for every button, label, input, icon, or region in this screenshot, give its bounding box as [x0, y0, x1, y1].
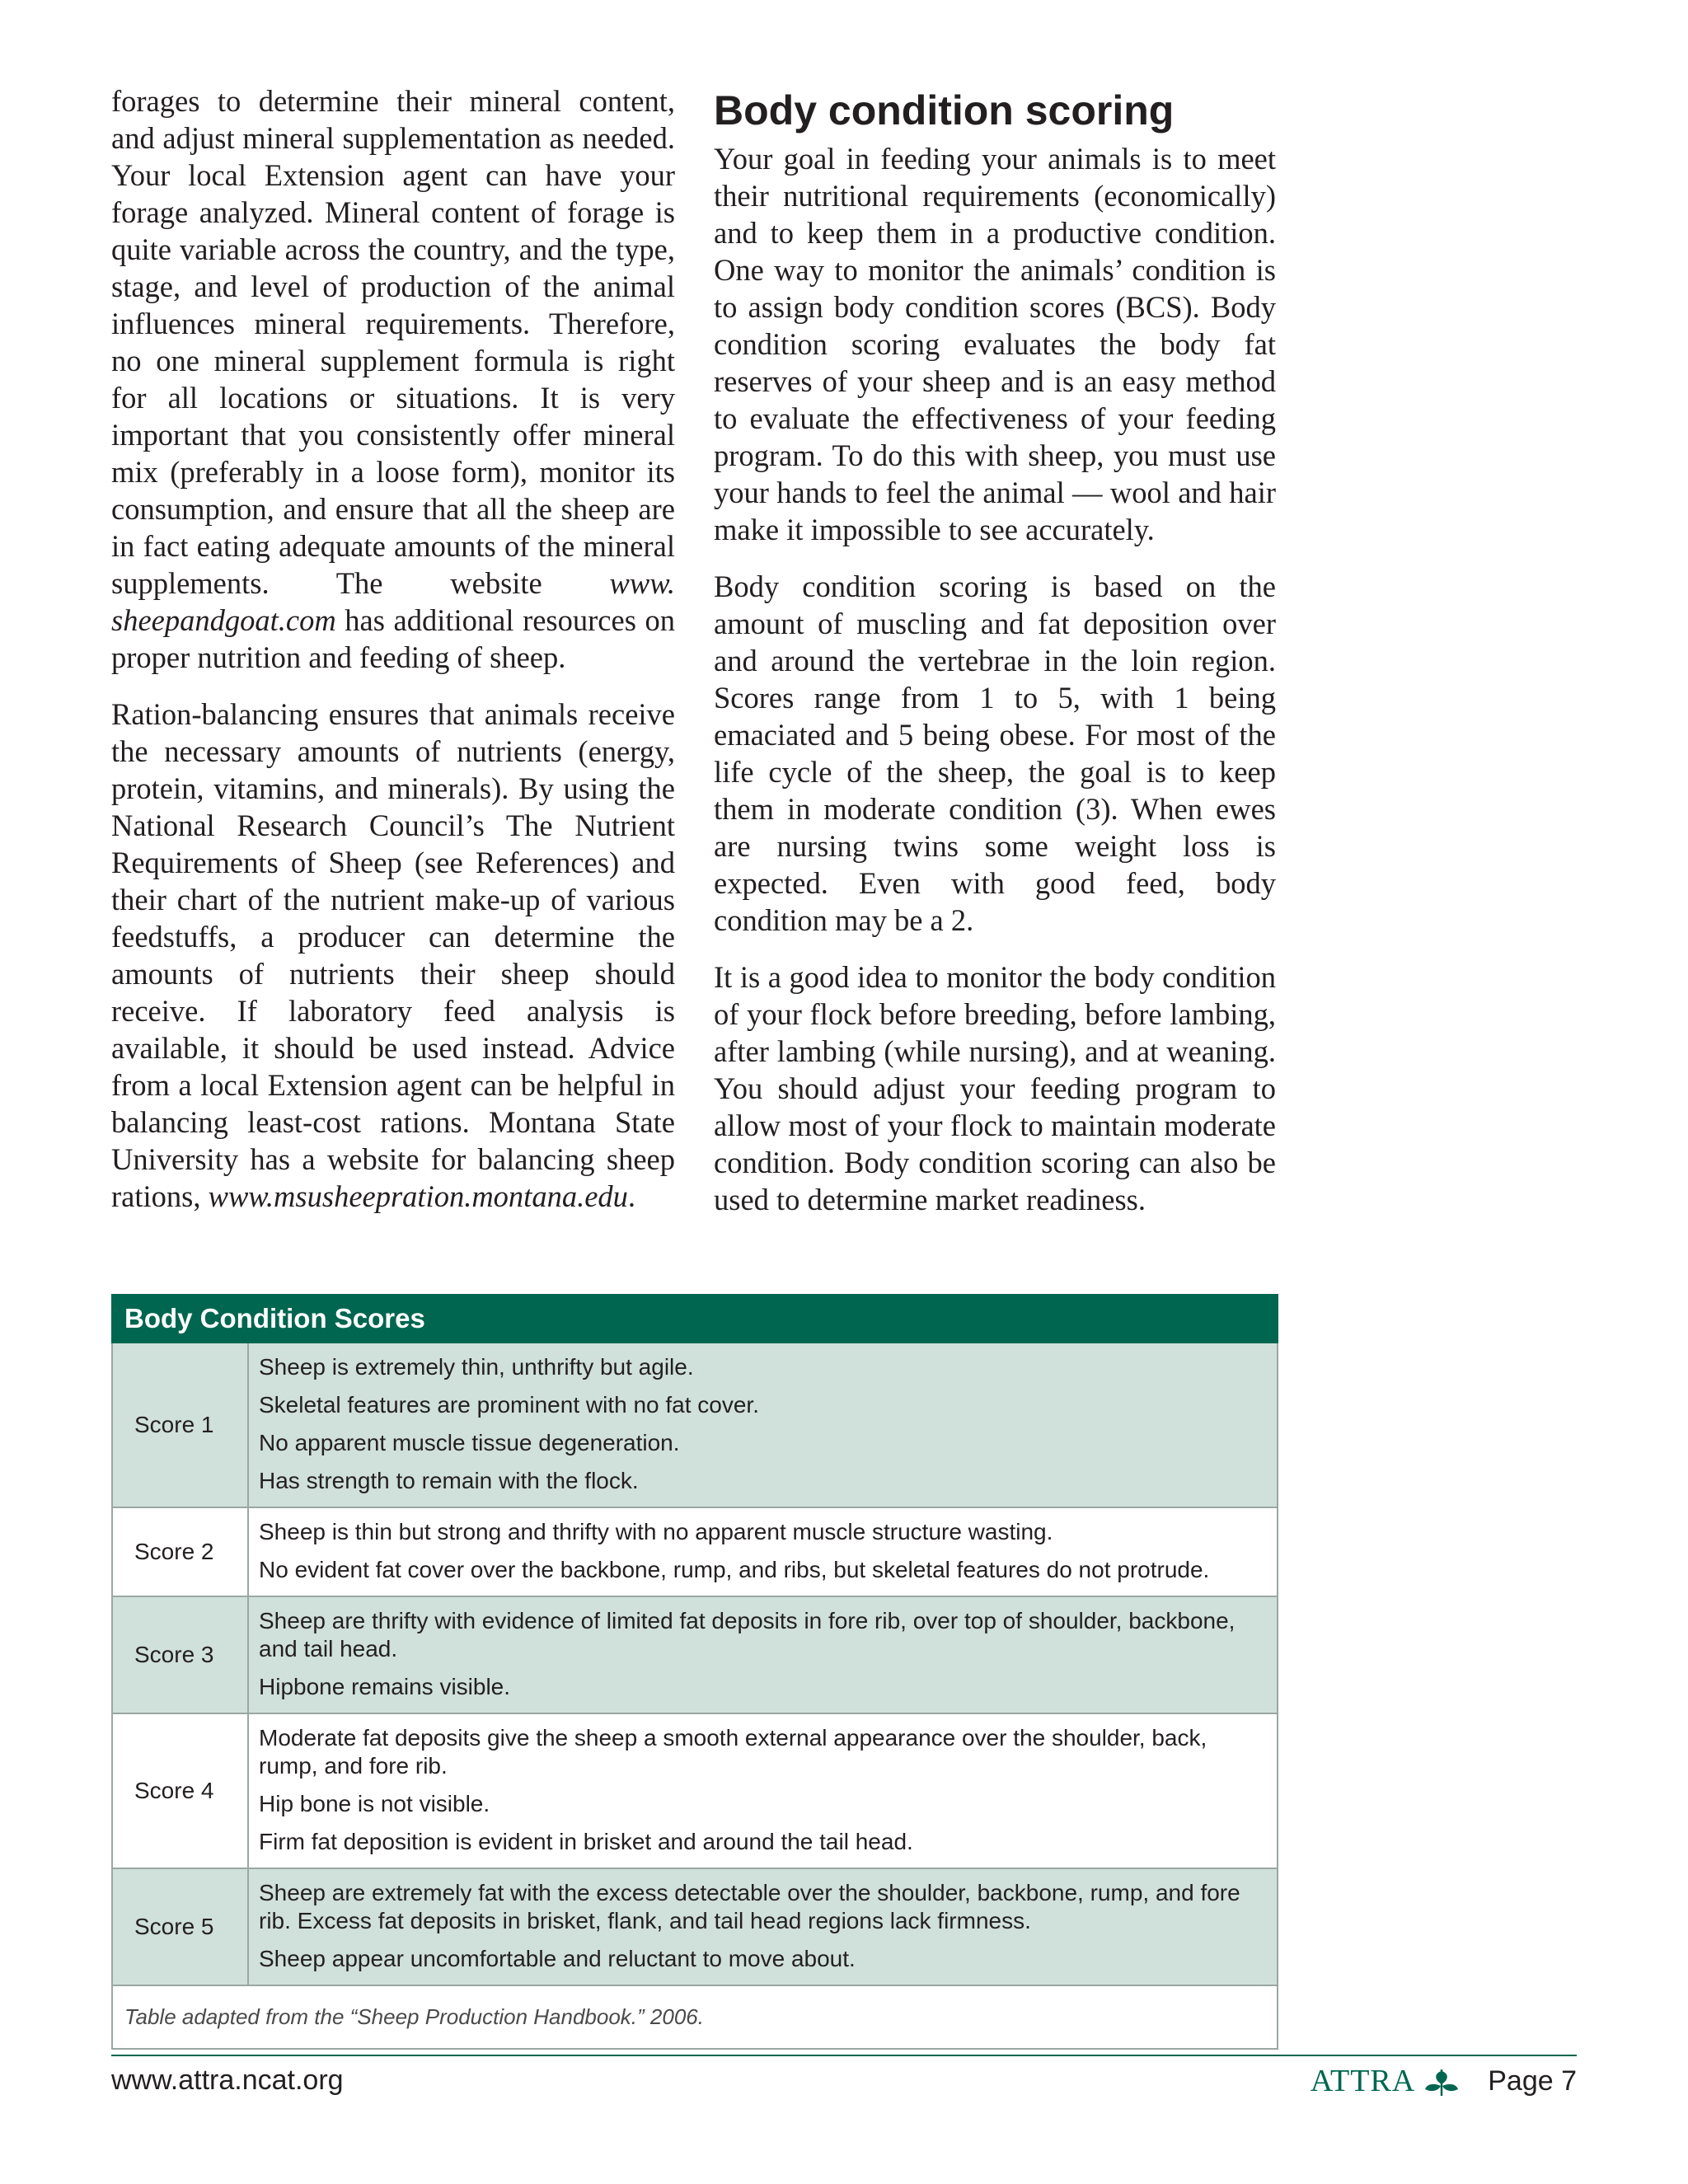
- description-line: Sheep is thin but strong and thrifty with no apparent muscle structure wasting.: [259, 1519, 1053, 1544]
- description-line: Hip bone is not visible.: [259, 1791, 490, 1816]
- link-sheepandgoat[interactable]: www.​sheepandgoat.com: [111, 566, 675, 637]
- description-line: Moderate fat deposits give the sheep a smooth external appearance over the shoulder, back, rump, and fore rib.: [259, 1725, 1207, 1779]
- paragraph-ration-balancing: Ration-balancing ensures that animals receive the necessary amounts of nutrients (energy, protein, vitamins, and minerals). By using the National Research Council’s The Nutrient Requirements of Sheep (see References) and their chart of the nutrient make-up of various feedstuffs, a producer can determine the amounts of nutrients their sheep should receive. If laboratory feed analysis is available, it should be used instead. Advice from a local Extension agent can be helpful in balancing least-cost rations. Montana State University has a website for balancing sheep rations, www.msusheepra​tion.montana.edu.: [111, 697, 675, 1213]
- description-line: No apparent muscle tissue degeneration.: [259, 1430, 680, 1455]
- table-header-row: [112, 1295, 1278, 1343]
- page-number: Page 7: [1488, 2064, 1577, 2097]
- footer-divider: [111, 2055, 1577, 2056]
- section-heading: Body condition scoring: [714, 87, 1175, 134]
- description-line: Has strength to remain with the flock.: [259, 1468, 639, 1493]
- description-line: Sheep is extremely thin, unthrifty but agile.: [259, 1354, 694, 1380]
- leaf-icon: [1423, 2064, 1460, 2097]
- table-source-note: Table adapted from the “Sheep Production Handbook.” 2006.: [112, 1985, 1278, 2049]
- score-label: Score 3: [112, 1596, 248, 1713]
- score-description: [248, 1868, 1278, 1985]
- score-label: Score 4: [112, 1713, 248, 1868]
- description-line: Sheep appear uncomfortable and reluctant to move about.: [259, 1946, 856, 1971]
- description-line: Sheep are thrifty with evidence of limited fat deposits in fore rib, over top of shoulder, backbone, and tail head.: [259, 1608, 1236, 1661]
- paragraph-bcs-goal: Your goal in feeding your animals is to meet their nutritional requirements (economically) and to keep them in a productive condition. One way to monitor the animals’ condition is to assign body condition scores (BCS). Body condition scoring evaluates the body fat reserves of your sheep and is an easy method to evaluate the effectiveness of your feeding program. To do this with sheep, you must use your hands to feel the animal — wool and hair make it impossible to see accurately.: [714, 142, 1276, 546]
- description-line: Sheep are extremely fat with the excess detectable over the shoulder, backbone, rump, and fore rib. Excess fat deposits in brisket, flank, and tail head regions lack firmness.: [259, 1880, 1240, 1933]
- score-label: Score 5: [112, 1868, 248, 1985]
- paragraph-bcs-monitor: It is a good idea to monitor the body condition of your flock before breeding, before lambing, after lambing (while nursing), and at weaning. You should adjust your feeding program to allow most of your flock to maintain moderate condition. Body condition scoring can also be used to determine market readiness.: [714, 960, 1276, 1216]
- left-column: [111, 82, 675, 1235]
- right-column: [714, 82, 1276, 1238]
- score-description: [248, 1713, 1278, 1868]
- score-label: Score 2: [112, 1507, 248, 1596]
- link-msusheepration[interactable]: www.msusheepra​tion.montana.edu: [208, 1179, 628, 1213]
- description-line: Hipbone remains visible.: [259, 1674, 511, 1699]
- footer-brand: [1311, 2063, 1577, 2099]
- paragraph-minerals: forages to determine their mineral content, and adjust mineral supplementation as needed. Your local Extension agent can have your forage analyzed. Mineral content of forage is quite variable across the country, and the type, stage, and level of production of the animal influences mineral requirements. Therefore, no one mineral supplement formula is right for all locations or situations. It is very important that you consistently offer mineral mix (preferably in a loose form), monitor its consumption, and ensure that all the sheep are in fact eating adequate amounts of the mineral supplements. The website www.​sheepandgoat.com has additional resources on proper nutrition and feeding of sheep.: [111, 84, 675, 674]
- footer-url[interactable]: www.attra.ncat.org: [111, 2064, 344, 2096]
- score-description: [248, 1507, 1278, 1596]
- table-title: Body Condition Scores: [112, 1295, 1278, 1343]
- paragraph-bcs-basis: Body condition scoring is based on the amount of muscling and fat deposition over and around the vertebrae in the loin region. Scores range from 1 to 5, with 1 being emaciated and 5 being obese. For most of the life cycle of the sheep, the goal is to keep them in moderate condition (3). When ewes are nursing twins some weight loss is expected. Even with good feed, body condition may be a 2.: [714, 569, 1276, 937]
- description-line: Firm fat deposition is evident in brisket and around the tail head.: [259, 1829, 913, 1854]
- body-condition-table: [111, 1294, 1278, 2050]
- table-source-row: [112, 1985, 1278, 2049]
- description-line: No evident fat cover over the backbone, rump, and ribs, but skeletal features do not protrude.: [259, 1557, 1210, 1582]
- score-label: Score 1: [112, 1343, 248, 1507]
- table-row: [112, 1343, 1278, 1507]
- table-row: [112, 1713, 1278, 1868]
- score-description: [248, 1596, 1278, 1713]
- attra-logo-text: ATTRA: [1310, 2064, 1416, 2098]
- score-description: [248, 1343, 1278, 1507]
- description-line: Skeletal features are prominent with no fat cover.: [259, 1392, 759, 1418]
- table-row: [112, 1868, 1278, 1985]
- table-row: [112, 1596, 1278, 1713]
- table-row: [112, 1507, 1278, 1596]
